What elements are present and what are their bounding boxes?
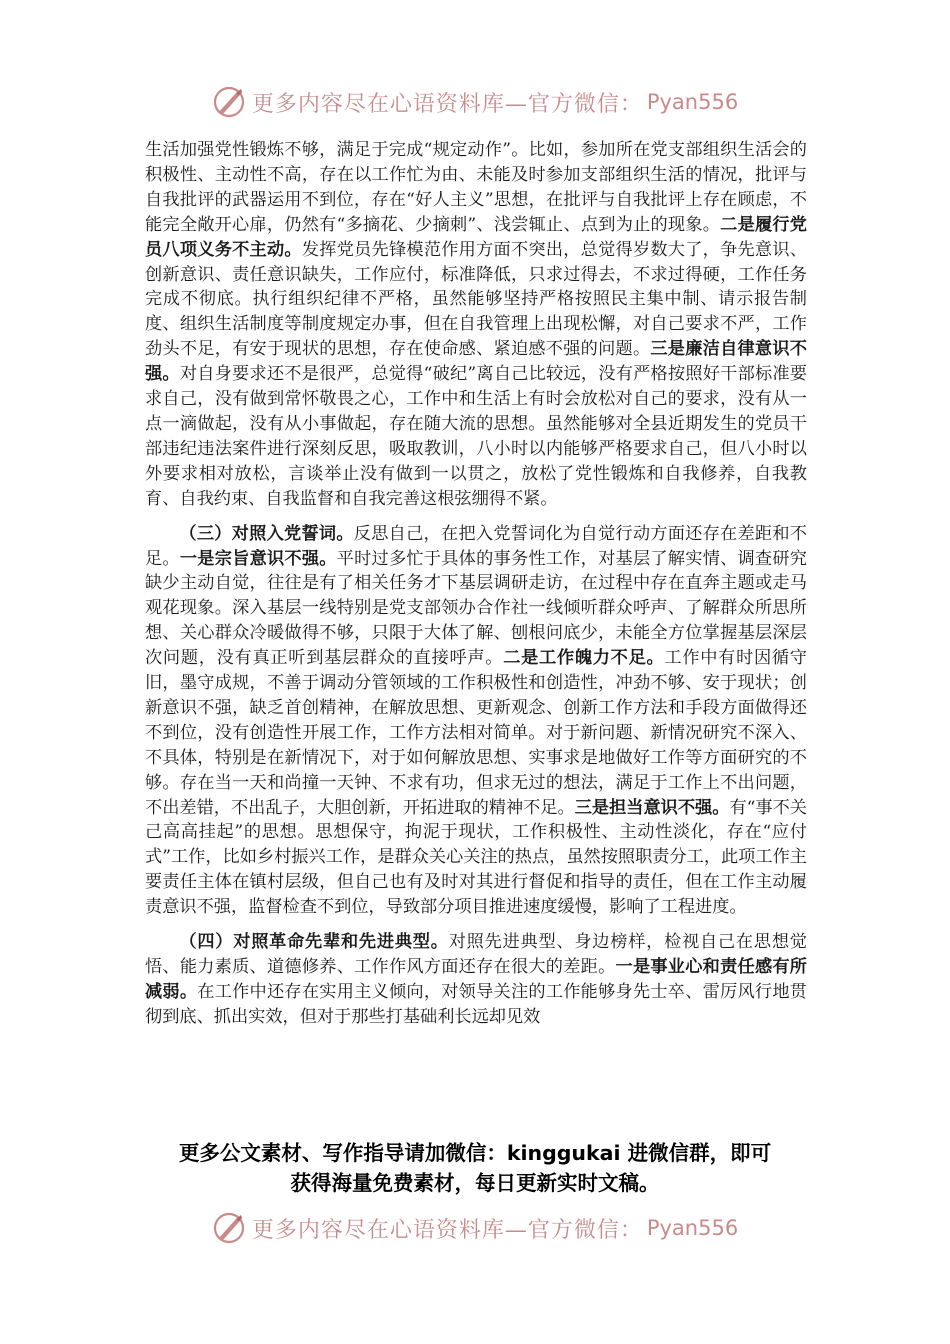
text-run: 对照先进典型、身边榜样，检视自己在思想觉悟、能力素质、道德修养、工作作风方面还存在很大的差距。 (145, 932, 807, 977)
watermark-footer (0, 1208, 950, 1248)
paragraph (145, 930, 807, 1030)
promo-line: 获得海量免费素材，每日更新实时文稿。 (290, 1171, 660, 1195)
text-run: 发挥党员先锋模范作用方面不突出，总觉得岁数大了，争先意识、创新意识、责任意识缺失，工作应付，标准降低，只求过得去，不求过得硬，工作任务完成不彻底。执行组织纪律不严格，虽然能够坚持严格按照民主集中制、请示报告制度、组织生活制度等制度规定办事，但在自我管理上出现松懈，对自己要求不严，工作劲头不足，有安于现状的思想，存在使命感、紧迫感不强的问题。 (145, 239, 807, 360)
watermark-header (0, 82, 950, 122)
bold-heading: 一是事业心和责任感有所减弱。 (145, 957, 807, 1002)
section-heading: （三）对照入党誓词。 (179, 523, 354, 544)
bold-heading: 二是履行党员八项义务不主动。 (145, 214, 807, 260)
bold-heading: 一是宗旨意识不强。 (179, 548, 337, 569)
watermark-text: 更多内容尽在心语资料库—官方微信： (251, 1217, 643, 1243)
text-run: 有“事不关己高高挂起”的思想。思想保守，拘泥于现状，工作积极性、主动性淡化，存在“应付式”工作，比如乡村振兴工作，是群众关心关注的热点，虽然按照职责分工，此项工作主要责任主体在镇村层级，但自己也有及时对其进行督促和指导的责任，但在工作主动履责意识不强，监督检查不到位，导致部分项目推进速度缓慢，影响了工程进度。 (145, 797, 807, 918)
document-body (145, 138, 807, 1030)
bold-heading: 三是担当意识不强。 (574, 797, 730, 818)
watermark-id: Pyan556 (646, 90, 739, 114)
bold-heading: 二是工作魄力不足。 (503, 648, 665, 669)
text-run: 对自身要求还不是很严，总觉得“破纪”离自己比较远，没有严格按照好干部标准要求自己，没有做到常怀敬畏之心，工作中和生活上有时会放松对自己的要求，没有从一点一滴做起，没有从小事做起，存在随大流的思想。虽然能够对全县近期发生的党员干部违纪违法案件进行深刻反思，吸取教训，八小时以内能够严格要求自己，但八小时以外要求相对放松，言谈举止没有做到一以贯之，放松了党性锻炼和自我修养，自我教育、自我约束、自我监督和自我完善这根弦绷得不紧。 (145, 364, 807, 509)
text-run: 反思自己，在把入党誓词化为自觉行动方面还存在差距和不足。 (145, 523, 807, 569)
text-run: 在工作中还存在实用主义倾向，对领导关注的工作能够身先士卒、雷厉风行地贯彻到底、抓出实效，但对于那些打基础利长远却见效 (145, 981, 807, 1027)
quill-logo-icon (212, 85, 246, 119)
quill-logo-icon (212, 1211, 246, 1245)
text-run: 工作中有时因循守旧，墨守成规，不善于调动分管领域的工作积极性和创造性，冲劲不够、安于现状；创新意识不强，缺乏首创精神，在解放思想、更新观念、创新工作方法和手段方面做得还不到位，没有创造性开展工作，工作方法相对简单。对于新问题、新情况研究不深入、不具体，特别是在新情况下，对于如何解放思想、实事求是地做好工作等方面研究的不够。存在当一天和尚撞一天钟、不求有功，但求无过的想法，满足于工作上不出问题，不出差错，不出乱子，大胆创新，开拓进取的精神不足。 (145, 648, 807, 818)
bold-heading: 三是廉洁自律意识不强。 (145, 339, 807, 385)
paragraph (145, 522, 807, 921)
promo-banner (0, 1138, 950, 1198)
paragraph (145, 138, 807, 512)
text-run: 生活加强党性锻炼不够，满足于完成“规定动作”。比如，参加所在党支部组织生活会的积极性、主动性不高，存在以工作忙为由、未能及时参加支部组织生活的情况，批评与自我批评的武器运用不到位，存在“好人主义”思想，在批评与自我批评上存在顾虑，不能完全敞开心扉，仍然有“多摘花、少摘刺”、浅尝辄止、点到为止的现象。 (145, 140, 807, 235)
promo-line: 更多公文素材、写作指导请加微信：kinggukai 进微信群，即可 (178, 1141, 772, 1165)
text-run: 平时过多忙于具体的事务性工作，对基层了解实情、调查研究缺少主动自觉，往往是有了相关任务才下基层调研走访，在过程中存在直奔主题或走马观花现象。深入基层一线特别是党支部领办合作社一线倾听群众呼声、了解群众所思所想、关心群众冷暖做得不够，只限于大体了解、刨根问底少，未能全方位掌握基层深层次问题，没有真正听到基层群众的直接呼声。 (145, 548, 807, 669)
watermark-text: 更多内容尽在心语资料库—官方微信： (251, 91, 643, 117)
watermark-id: Pyan556 (646, 1216, 739, 1240)
section-heading: （四）对照革命先辈和先进典型。 (179, 932, 449, 953)
